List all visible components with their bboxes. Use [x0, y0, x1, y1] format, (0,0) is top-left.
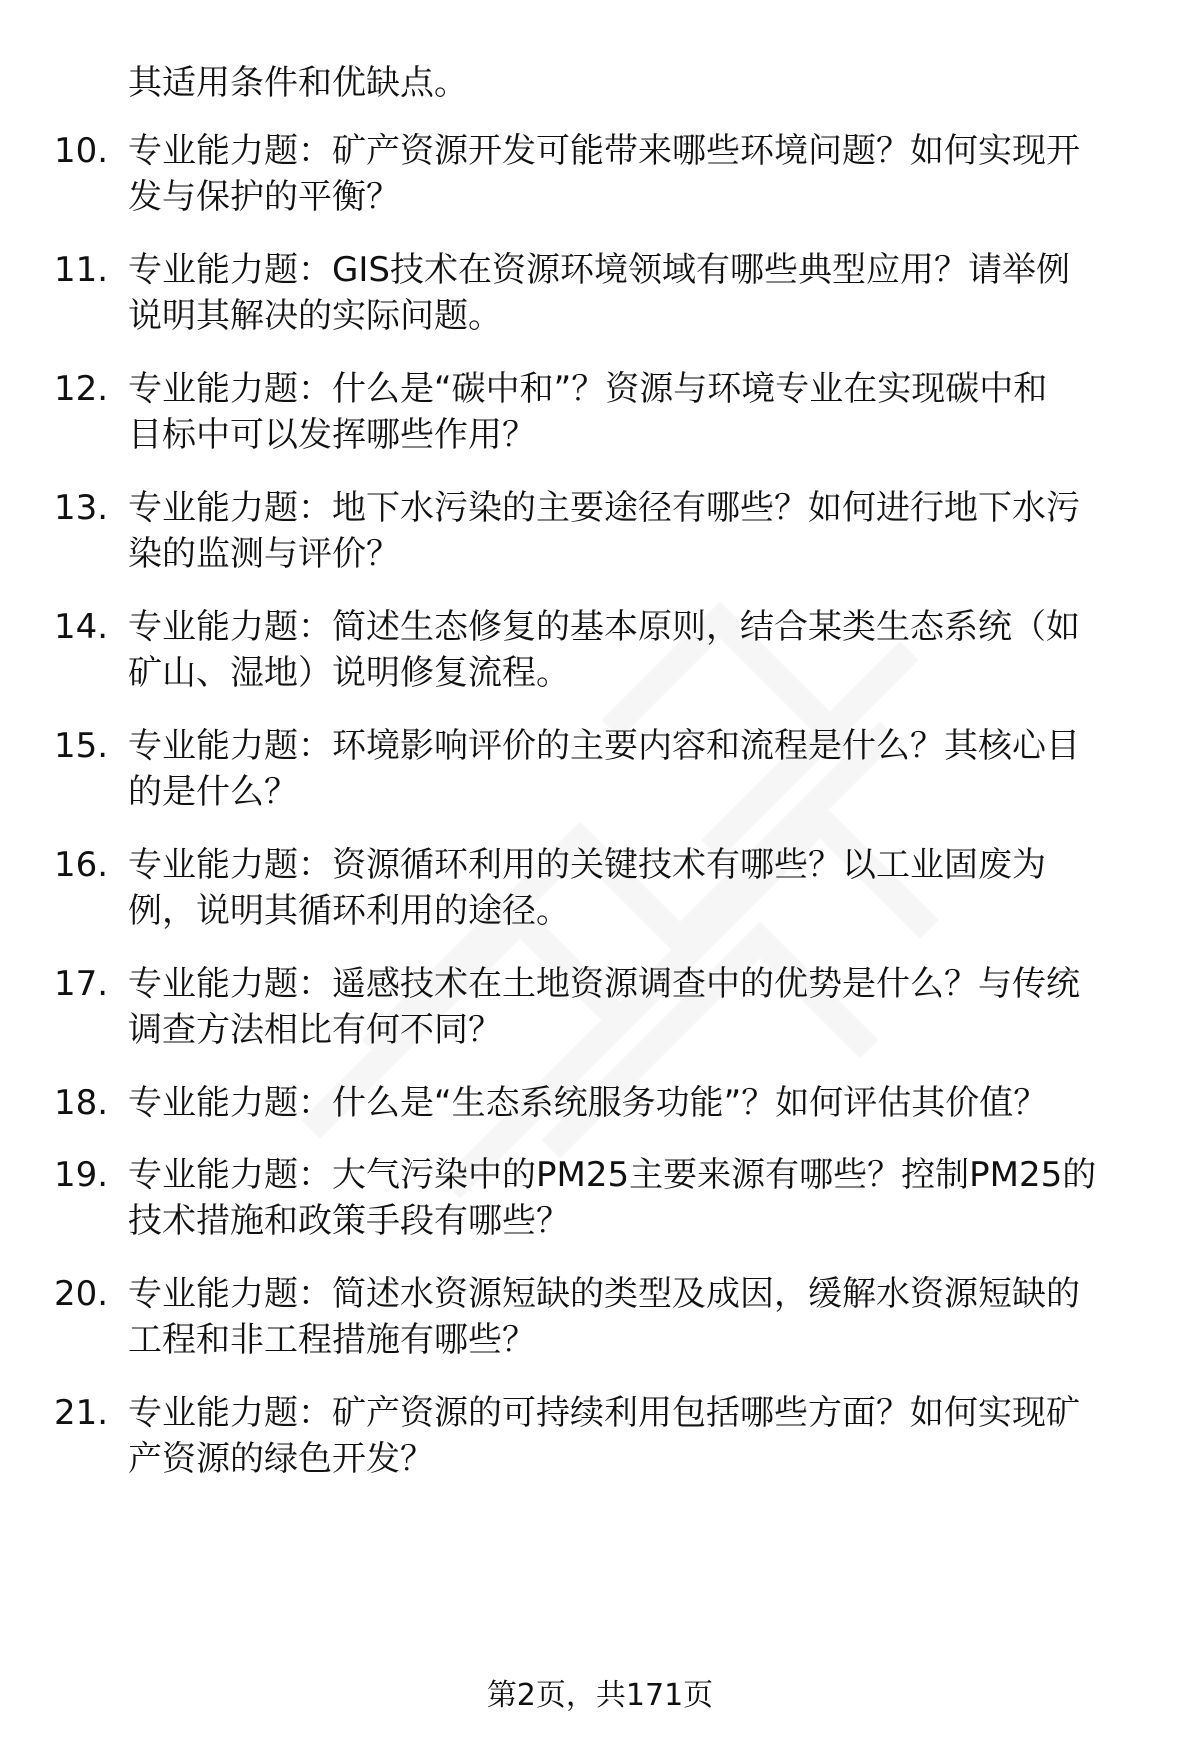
question-text-line-1: 专业能力题：矿产资源开发可能带来哪些环境问题？如何实现开 — [128, 131, 1080, 171]
question-text-line-1: 专业能力题：环境影响评价的主要内容和流程是什么？其核心目 — [128, 726, 1080, 766]
question-number: 18. — [54, 1083, 109, 1123]
question-number: 19. — [54, 1155, 109, 1195]
question-text-line-2: 发与保护的平衡？ — [128, 177, 400, 217]
question-text-line-1: 专业能力题：资源循环利用的关键技术有哪些？以工业固废为 — [128, 845, 1046, 885]
question-number: 20. — [54, 1274, 109, 1314]
question-text-line-2: 工程和非工程措施有哪些？ — [128, 1320, 536, 1360]
page-number-footer: 第2页，共171页 — [486, 1678, 714, 1713]
question-text-line-2: 例，说明其循环利用的途径。 — [128, 891, 570, 931]
question-text-line-1: 专业能力题：什么是“碳中和”？资源与环境专业在实现碳中和 — [128, 369, 1048, 409]
question-text-line-2: 技术措施和政策手段有哪些？ — [128, 1201, 570, 1241]
question-text-line-2: 矿山、湿地）说明修复流程。 — [128, 653, 570, 693]
question-number: 16. — [54, 845, 109, 885]
question-text-line-1: 专业能力题：GIS技术在资源环境领域有哪些典型应用？请举例 — [128, 250, 1070, 290]
question-text-line-2: 目标中可以发挥哪些作用？ — [128, 415, 536, 455]
question-text-line-1: 专业能力题：简述生态修复的基本原则，结合某类生态系统（如 — [128, 607, 1080, 647]
question-number: 12. — [54, 369, 109, 409]
question-number: 21. — [54, 1393, 109, 1433]
continuation-line: 其适用条件和优缺点。 — [128, 63, 468, 103]
question-text-line-2: 染的监测与评价？ — [128, 534, 400, 574]
question-text-line-2: 的是什么？ — [128, 772, 298, 812]
question-text-line-2: 说明其解决的实际问题。 — [128, 296, 502, 336]
question-text-line-1: 专业能力题：遥感技术在土地资源调查中的优势是什么？与传统 — [128, 964, 1080, 1004]
question-text-line-1: 专业能力题：什么是“生态系统服务功能”？如何评估其价值？ — [128, 1083, 1048, 1123]
question-number: 13. — [54, 488, 109, 528]
question-number: 15. — [54, 726, 109, 766]
question-number: 11. — [54, 250, 109, 290]
question-text-line-1: 专业能力题：矿产资源的可持续利用包括哪些方面？如何实现矿 — [128, 1393, 1080, 1433]
question-text-line-1: 专业能力题：地下水污染的主要途径有哪些？如何进行地下水污 — [128, 488, 1080, 528]
question-text-line-2: 产资源的绿色开发？ — [128, 1439, 434, 1479]
question-number: 10. — [54, 131, 109, 171]
question-number: 17. — [54, 964, 109, 1004]
question-text-line-1: 专业能力题：简述水资源短缺的类型及成因，缓解水资源短缺的 — [128, 1274, 1080, 1314]
question-text-line-2: 调查方法相比有何不同？ — [128, 1010, 502, 1050]
question-number: 14. — [54, 607, 109, 647]
question-text-line-1: 专业能力题：大气污染中的PM25主要来源有哪些？控制PM25的 — [128, 1155, 1097, 1195]
